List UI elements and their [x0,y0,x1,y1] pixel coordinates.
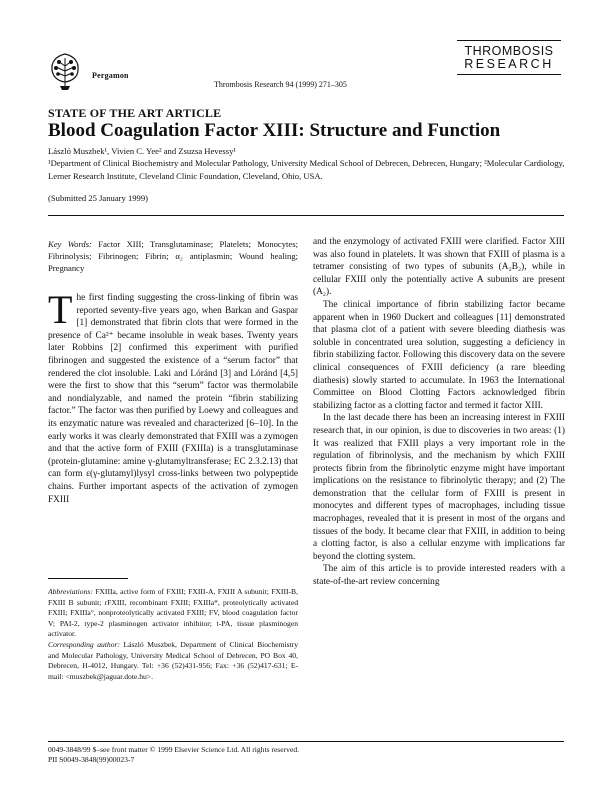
footer-divider [48,741,564,742]
intro-paragraph [48,287,298,506]
journal-masthead [455,40,563,75]
abbreviations-text: FXIIIa, active form of FXIII; FXIII-A, FXIII A subunit; FXIII-B, FXIII B subunit; rFXIII, recombinant FXIII; FXIIIa*, proteolytically activated FXIII; FXIIIa°, nonproteolytically activated FXIII; FV, blood coagulation factor V; PAI-2, type-2 plasminogen activator inhibitor; t-PA, tissue plasminogen activator. [48,587,298,639]
submission-date: (Submitted 25 January 1999) [48,193,149,203]
journal-name-line1: THROMBOSIS [464,44,554,58]
pergamon-tree-logo-icon [48,52,82,92]
footnotes [48,587,298,682]
keywords-label: Key Words: [48,239,92,249]
publisher-name: Pergamon [92,71,129,80]
corresponding-author-label: Corresponding author: [48,639,120,649]
journal-name-line2: RESEARCH [464,57,554,71]
intro-paragraph-text: he first finding suggesting the cross-linking of fibrin was reported seventy-five years ago, when Barkan and Gaspar [1] demonstrated that fibrin clots that were formed in the presence of Ca²⁺ became insoluble in weak bases. Twenty years later Robbins [2] confirmed this experiment with purified fibrinogen and suggested the existence of a “serum factor” that rendered the clot insoluble. Laki and Lóránd [3] and Lóránd [4,5] were the first to show that this “serum” factor was thermolabile and nondialyzable, and named the protein “fibrin stabilizing factor.” The factor was then purified by Loewy and colleagues and its enzymatic nature was revealed and characterized [6–10]. In the early works it was clearly demonstrated that FXIII was a zymogen and that the active form of FXIII (FXIIIa) is a transglutaminase (protein-glutamine: amine γ-glutamyltransferase; EC 2.3.2.13) that can form ε(γ-glutamyl)lysyl cross-links between two polypeptide chains. Further important aspects of the activation of zymogen FXIII [48,293,298,505]
abbreviations-label: Abbreviations: [48,587,93,596]
corresponding-author-text: László Muszbek, Department of Clinical Biochemistry and Molecular Pathology, University Medical School of Debrecen, PO Box 40, Debrecen, H-4012, Hungary. Tel: +36 (52)431-956; Fax: +36 (52)417-631; E-mail: <muszbek@jaguar.dote.hu>. [48,639,299,681]
author-affiliations: ¹Department of Clinical Biochemistry and Molecular Pathology, University Medical School of Debrecen, Debrecen, Hungary; ²Molecular Cardiology, Lerner Research Institute, Cleveland Clinic Foundation, Cleveland, Ohio, USA. [48,158,565,181]
abbreviations-note [48,587,298,640]
copyright-line: 0049-3848/99 $–see front matter © 1999 Elsevier Science Ltd. All rights reserved. [48,745,300,754]
article-category: STATE OF THE ART ARTICLE [48,106,222,120]
keywords [48,238,298,274]
paragraph: and the enzymology of activated FXIII were clarified. Factor XIII was also found in platelets. It was shown that FXIII of plasma is a tetramer consisting of two types of subunits (A₂B₂), while in cellular FXIII only the potentially active A subunits are present (A₂). [313,237,565,298]
masthead-top-rule [457,40,561,41]
footnote-divider [48,578,128,579]
body-column-right [313,236,565,589]
header-divider [48,215,564,216]
masthead-bottom-rule [457,74,561,75]
corresponding-author-note [48,640,298,682]
drop-cap: T [48,287,73,332]
page-footer [48,745,299,765]
article-authors: László Muszbek¹, Vivien C. Yee² and Zsuzsa Hevessy¹ [48,146,236,156]
keywords-text: Factor XIII; Transglutaminase; Platelets; Monocytes; Fibrinolysis; Fibrinogen; Fibrin; α₂ antiplasmin; Wound healing; Pregnancy [48,239,298,273]
paragraph: The aim of this article is to provide interested readers with a state-of-the-art review concerning [313,564,565,588]
article-title: Blood Coagulation Factor XIII: Structure and Function [48,120,501,141]
pii-line: PII S0049-3848(99)00023-7 [48,755,135,764]
paragraph: In the last decade there has been an increasing interest in FXIII research that, in our opinion, is due to discoveries in two areas: (1) It was realized that FXIII plays a very important role in the regulation of fibrinolysis, and the mechanism by which FXIII protects fibrin from the fibrinolytic enzyme might have important implications on the resistance to fibrinolytic therapy; and (2) The demonstration that the cellular form of FXIII is present in monocytes and different types of macrophages, including tissue macrophages, revealed that it is present in most of the organs and tissues of the body. It became clear that FXIII, in addition to being a clotting factor, is also a cellular enzyme with implications far beyond the clotting system. [313,413,565,562]
paragraph: The clinical importance of fibrin stabilizing factor became apparent when in 1960 Duckert and colleagues [11] demonstrated that plasma clot of a patient with severe bleeding diathesis was soluble in concentrated urea solution, suggesting a deficiency in fibrin stabilizing factor. Following this discovery data on the severe clinical consequences of FXIII deficiency (a rare bleeding diathesis) slowly started to accumulate. In 1963 the International Committee on Blood Clotting Factors acknowledged fibrin stabilizing factor as a clotting factor and termed it factor XIII. [313,299,565,411]
body-column-left [48,287,298,506]
journal-citation: Thrombosis Research 94 (1999) 271–305 [214,80,347,89]
